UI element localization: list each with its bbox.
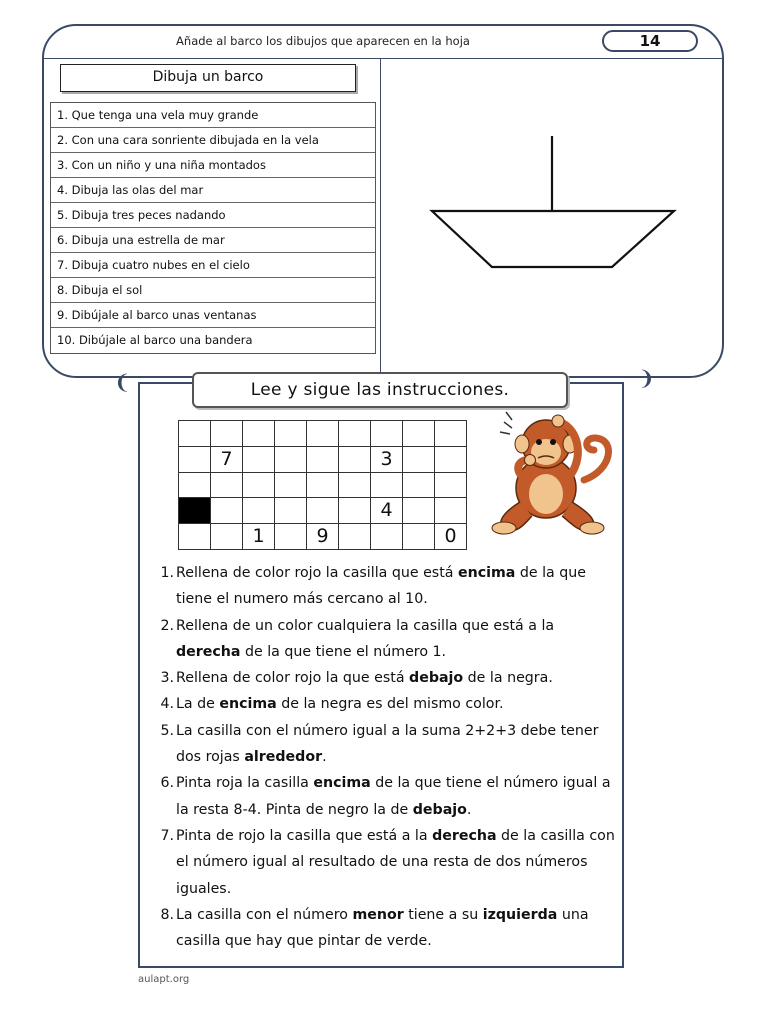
grid-cell: [307, 473, 339, 499]
list-item: [152, 560, 622, 613]
list-item: 10. Dibújale al barco una bandera: [57, 333, 253, 347]
grid-cell: [211, 498, 243, 524]
list-item: 5. Dibuja tres peces nadando: [51, 203, 375, 228]
page-number: 14: [602, 30, 698, 52]
grid-cell: 1: [243, 524, 275, 550]
grid-cell: [339, 473, 371, 499]
grid-cell: [243, 498, 275, 524]
grid-cell: [307, 421, 339, 447]
instructions-header: Lee y sigue las instrucciones.: [192, 372, 568, 408]
bracket-decoration: ❩: [638, 366, 655, 390]
boat-instruction-list: [50, 102, 376, 354]
grid-cell: [275, 473, 307, 499]
grid-cell: [403, 473, 435, 499]
list-item: [152, 770, 622, 823]
boat-hull: [432, 211, 674, 267]
step-number: 1.: [160, 565, 174, 581]
grid-cell: [435, 473, 467, 499]
grid-cell: [371, 524, 403, 550]
grid-cell: [211, 421, 243, 447]
step-text: La casilla con el número menor tiene a su izquierda una casilla que hay que pintar de verde.: [176, 906, 589, 950]
list-item: [152, 823, 622, 902]
grid-cell: [339, 498, 371, 524]
grid-cell: 9: [307, 524, 339, 550]
step-text: Rellena de color rojo la casilla que está encima de la que tiene el numero más cercano al 10.: [176, 565, 586, 608]
step-text: La de encima de la negra es del mismo color.: [176, 696, 504, 713]
bracket-decoration: ❨: [114, 370, 131, 394]
grid-cell-black: [179, 498, 211, 524]
grid-cell: [403, 447, 435, 473]
grid-cell: [179, 473, 211, 499]
panel-title-bar: [44, 26, 722, 59]
boat-header: Dibuja un barco: [60, 64, 356, 92]
grid-cell: [211, 473, 243, 499]
footer-source: aulapt.org: [138, 974, 190, 985]
grid-cell: 0: [435, 524, 467, 550]
step-text: Pinta roja la casilla encima de la que tiene el número igual a la resta 8-4. Pinta de negro la de debajo.: [176, 775, 611, 818]
grid-cell: [435, 498, 467, 524]
grid-cell: [307, 498, 339, 524]
grid-cell: [435, 421, 467, 447]
list-item: [152, 902, 622, 955]
instruction-steps: [152, 560, 622, 954]
list-item: [152, 718, 622, 771]
panel-title: Añade al barco los dibujos que aparecen en la hoja: [176, 34, 470, 48]
grid-cell: [307, 447, 339, 473]
list-item: 3. Con un niño y una niña montados: [51, 153, 375, 178]
grid-cell: [179, 524, 211, 550]
step-text: La casilla con el número igual a la suma 2+2+3 debe tener dos rojas alrededor.: [176, 722, 599, 766]
grid-cell: [275, 447, 307, 473]
list-item: [152, 665, 622, 691]
grid-cell: [339, 447, 371, 473]
step-text: Rellena de un color cualquiera la casilla que está a la derecha de la que tiene el número 1.: [176, 617, 555, 660]
grid-cell: [243, 447, 275, 473]
number-grid: [178, 420, 467, 550]
panel-divider: [380, 58, 381, 376]
list-item: [152, 691, 622, 717]
list-item: 9. Dibújale al barco unas ventanas: [51, 303, 375, 328]
list-item: 8. Dibuja el sol: [51, 278, 375, 303]
grid-cell: [371, 421, 403, 447]
list-item: 6. Dibuja una estrella de mar: [51, 228, 375, 253]
grid-cell: [211, 524, 243, 550]
thinking-monkey-image: [484, 400, 614, 540]
step-number: 3.: [160, 670, 174, 687]
step-text: Pinta de rojo la casilla que está a la derecha de la casilla con el número igual al resultado de una resta de dos números iguales.: [176, 827, 615, 897]
grid-cell: [243, 421, 275, 447]
step-number: 2.: [160, 617, 174, 634]
grid-cell: 7: [211, 447, 243, 473]
list-item: 1. Que tenga una vela muy grande: [51, 103, 375, 128]
grid-cell: [403, 421, 435, 447]
grid-cell: [275, 498, 307, 524]
step-number: 4.: [160, 696, 174, 713]
grid-cell: [435, 447, 467, 473]
grid-cell: [179, 421, 211, 447]
step-number: 5.: [160, 722, 174, 739]
grid-cell: [339, 421, 371, 447]
list-item: [152, 613, 622, 666]
boat-drawing: [382, 126, 682, 276]
step-text: Rellena de color rojo la que está debajo de la negra.: [176, 670, 553, 687]
list-item: 7. Dibuja cuatro nubes en el cielo: [51, 253, 375, 278]
grid-cell: [275, 524, 307, 550]
grid-cell: [275, 421, 307, 447]
list-item: 4. Dibuja las olas del mar: [51, 178, 375, 203]
grid-cell: [339, 524, 371, 550]
step-number: 8.: [160, 906, 174, 923]
grid-cell: [403, 498, 435, 524]
grid-cell: [179, 447, 211, 473]
grid-cell: [403, 524, 435, 550]
grid-cell: [371, 473, 403, 499]
step-number: 7.: [160, 827, 174, 844]
grid-cell: 3: [371, 447, 403, 473]
grid-cell: 4: [371, 498, 403, 524]
step-number: 6.: [160, 775, 174, 792]
grid-cell: [243, 473, 275, 499]
list-item: 2. Con una cara sonriente dibujada en la vela: [51, 128, 375, 153]
